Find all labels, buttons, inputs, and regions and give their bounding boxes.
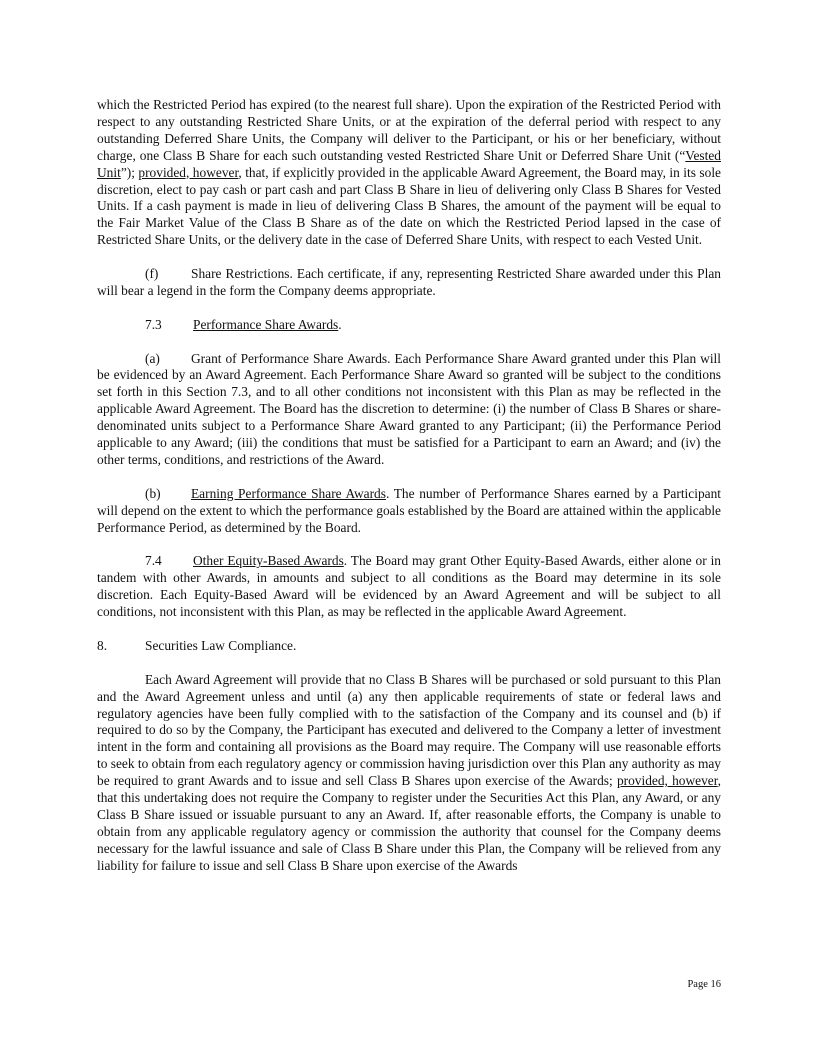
section-heading-8 <box>97 638 721 655</box>
paragraph-restricted-share-delivery <box>97 97 721 249</box>
paragraph-text: , that, if explicitly provided in the applicable Award Agreement, the Board may, in its sole discretion, elect to pay cash or part cash and part Class B Share in lieu of delivering only Class B Shares for Vested Units. If a cash payment is made in lieu of delivering Class B Shares, the amount of the payment will be equal to the Fair Market Value of the Class B Share as of the date on which the Restricted Period lapsed in the case of Restricted Share Units, or the delivery date in the case of Deferred Share Units, with respect to each Vested Unit. <box>97 164 721 248</box>
clause-label: (f) <box>145 266 159 282</box>
section-title: Securities Law Compliance. <box>145 637 297 653</box>
section-number: 7.4 <box>145 553 162 569</box>
section-number: 8. <box>97 637 108 653</box>
paragraph-grant-of-performance-share-awards <box>97 351 721 469</box>
proviso-term: provided, however <box>138 164 239 180</box>
paragraph-share-restrictions <box>97 266 721 300</box>
paragraph-text: Share Restrictions. Each certificate, if any, representing Restricted Share awarded under this Plan will bear a legend in the form the Company deems appropriate. <box>97 266 721 298</box>
document-body <box>97 97 721 875</box>
section-7-4-other-equity-based-awards <box>97 553 721 621</box>
section-title: Performance Share Awards <box>193 316 339 332</box>
page-number: Page 16 <box>687 979 721 990</box>
clause-title: Earning Performance Share Awards <box>191 485 386 501</box>
clause-label: (b) <box>145 485 161 501</box>
paragraph-text: , that this undertaking does not require the Company to register under the Securities Act this Plan, any Award, or any Class B Share issued or issuable pursuant to any an Award. If, after reasonable efforts, the Company is unable to obtain from any applicable regulatory agency or commission the authority that counsel for the Company deems necessary for the lawful issuance and sale of Class B Share under this Plan, the Company will be relieved from any liability for failure to issue and sell Class B Share upon exercise of the Awards <box>97 773 721 873</box>
section-number: 7.3 <box>145 316 162 332</box>
proviso-term: provided, however <box>616 773 718 789</box>
paragraph-text: Grant of Performance Share Awards. Each Performance Share Award granted under this Plan will be evidenced by an Award Agreement. Each Performance Share Award so granted will be subject to the conditions set forth in this Section 7.3, and to all other conditions not inconsistent with this Plan as may be reflected in the applicable Award Agreement. The Board has the discretion to determine: (i) the number of Class B Shares or share-denominated units subject to a Performance Share Award granted to any Participant; (ii) the Performance Period applicable to any Award; (iii) the conditions that must be satisfied for a Participant to earn an Award; and (iv) the other terms, conditions, and restrictions of the Award. <box>97 350 721 467</box>
paragraph-text: . The Board may grant Other Equity-Based Awards, either alone or in tandem with other Awards, in amounts and subject to all conditions as the Board may determine in its sole discretion. Each Equity-Based Award will be evidenced by an Award Agreement and will be subject to all conditions, not inconsistent with this Plan, as may be reflected in the applicable Award Agreement. <box>97 553 721 620</box>
paragraph-text: Each Award Agreement will provide that no Class B Shares will be purchased or sold pursuant to this Plan and the Award Agreement unless and until (a) any then applicable requirements of state or federal laws and regulatory agencies have been fully complied with to the satisfaction of the Company and its counsel and (b) if required to do so by the Company, the Participant has executed and delivered to the Company a letter of investment intent in the form and containing all provisions as the Board may require. The Company will use reasonable efforts to seek to obtain from each regulatory agency or commission having jurisdiction over this Plan any authority as may be required to grant Awards and to issue and sell Class B Shares upon exercise of the Awards; <box>97 671 722 789</box>
section-title-period: . <box>338 316 342 332</box>
defined-term-vested-unit: Vested Unit <box>97 147 721 180</box>
paragraph-securities-law-compliance <box>97 672 721 875</box>
section-heading-7-3 <box>97 317 721 334</box>
paragraph-text: . The number of Performance Shares earned by a Participant will depend on the extent to which the performance goals established by the Board are attained within the applicable Performance Period, as determined by the Board. <box>97 485 721 535</box>
section-title: Other Equity-Based Awards <box>193 553 344 569</box>
clause-label: (a) <box>145 350 160 366</box>
paragraph-earning-performance-share-awards <box>97 486 721 537</box>
paragraph-text: which the Restricted Period has expired (to the nearest full share). Upon the expiration of the Restricted Period with respect to any outstanding Restricted Share Units, or at the expiration of the deferral period with respect to any outstanding Deferred Share Units, the Company will deliver to the Participant, or his or her beneficiary, without charge, one Class B Share for each such outstanding vested Restricted Share Unit or Deferred Share Unit (“ <box>97 97 721 163</box>
paragraph-text: ”); <box>120 164 139 180</box>
